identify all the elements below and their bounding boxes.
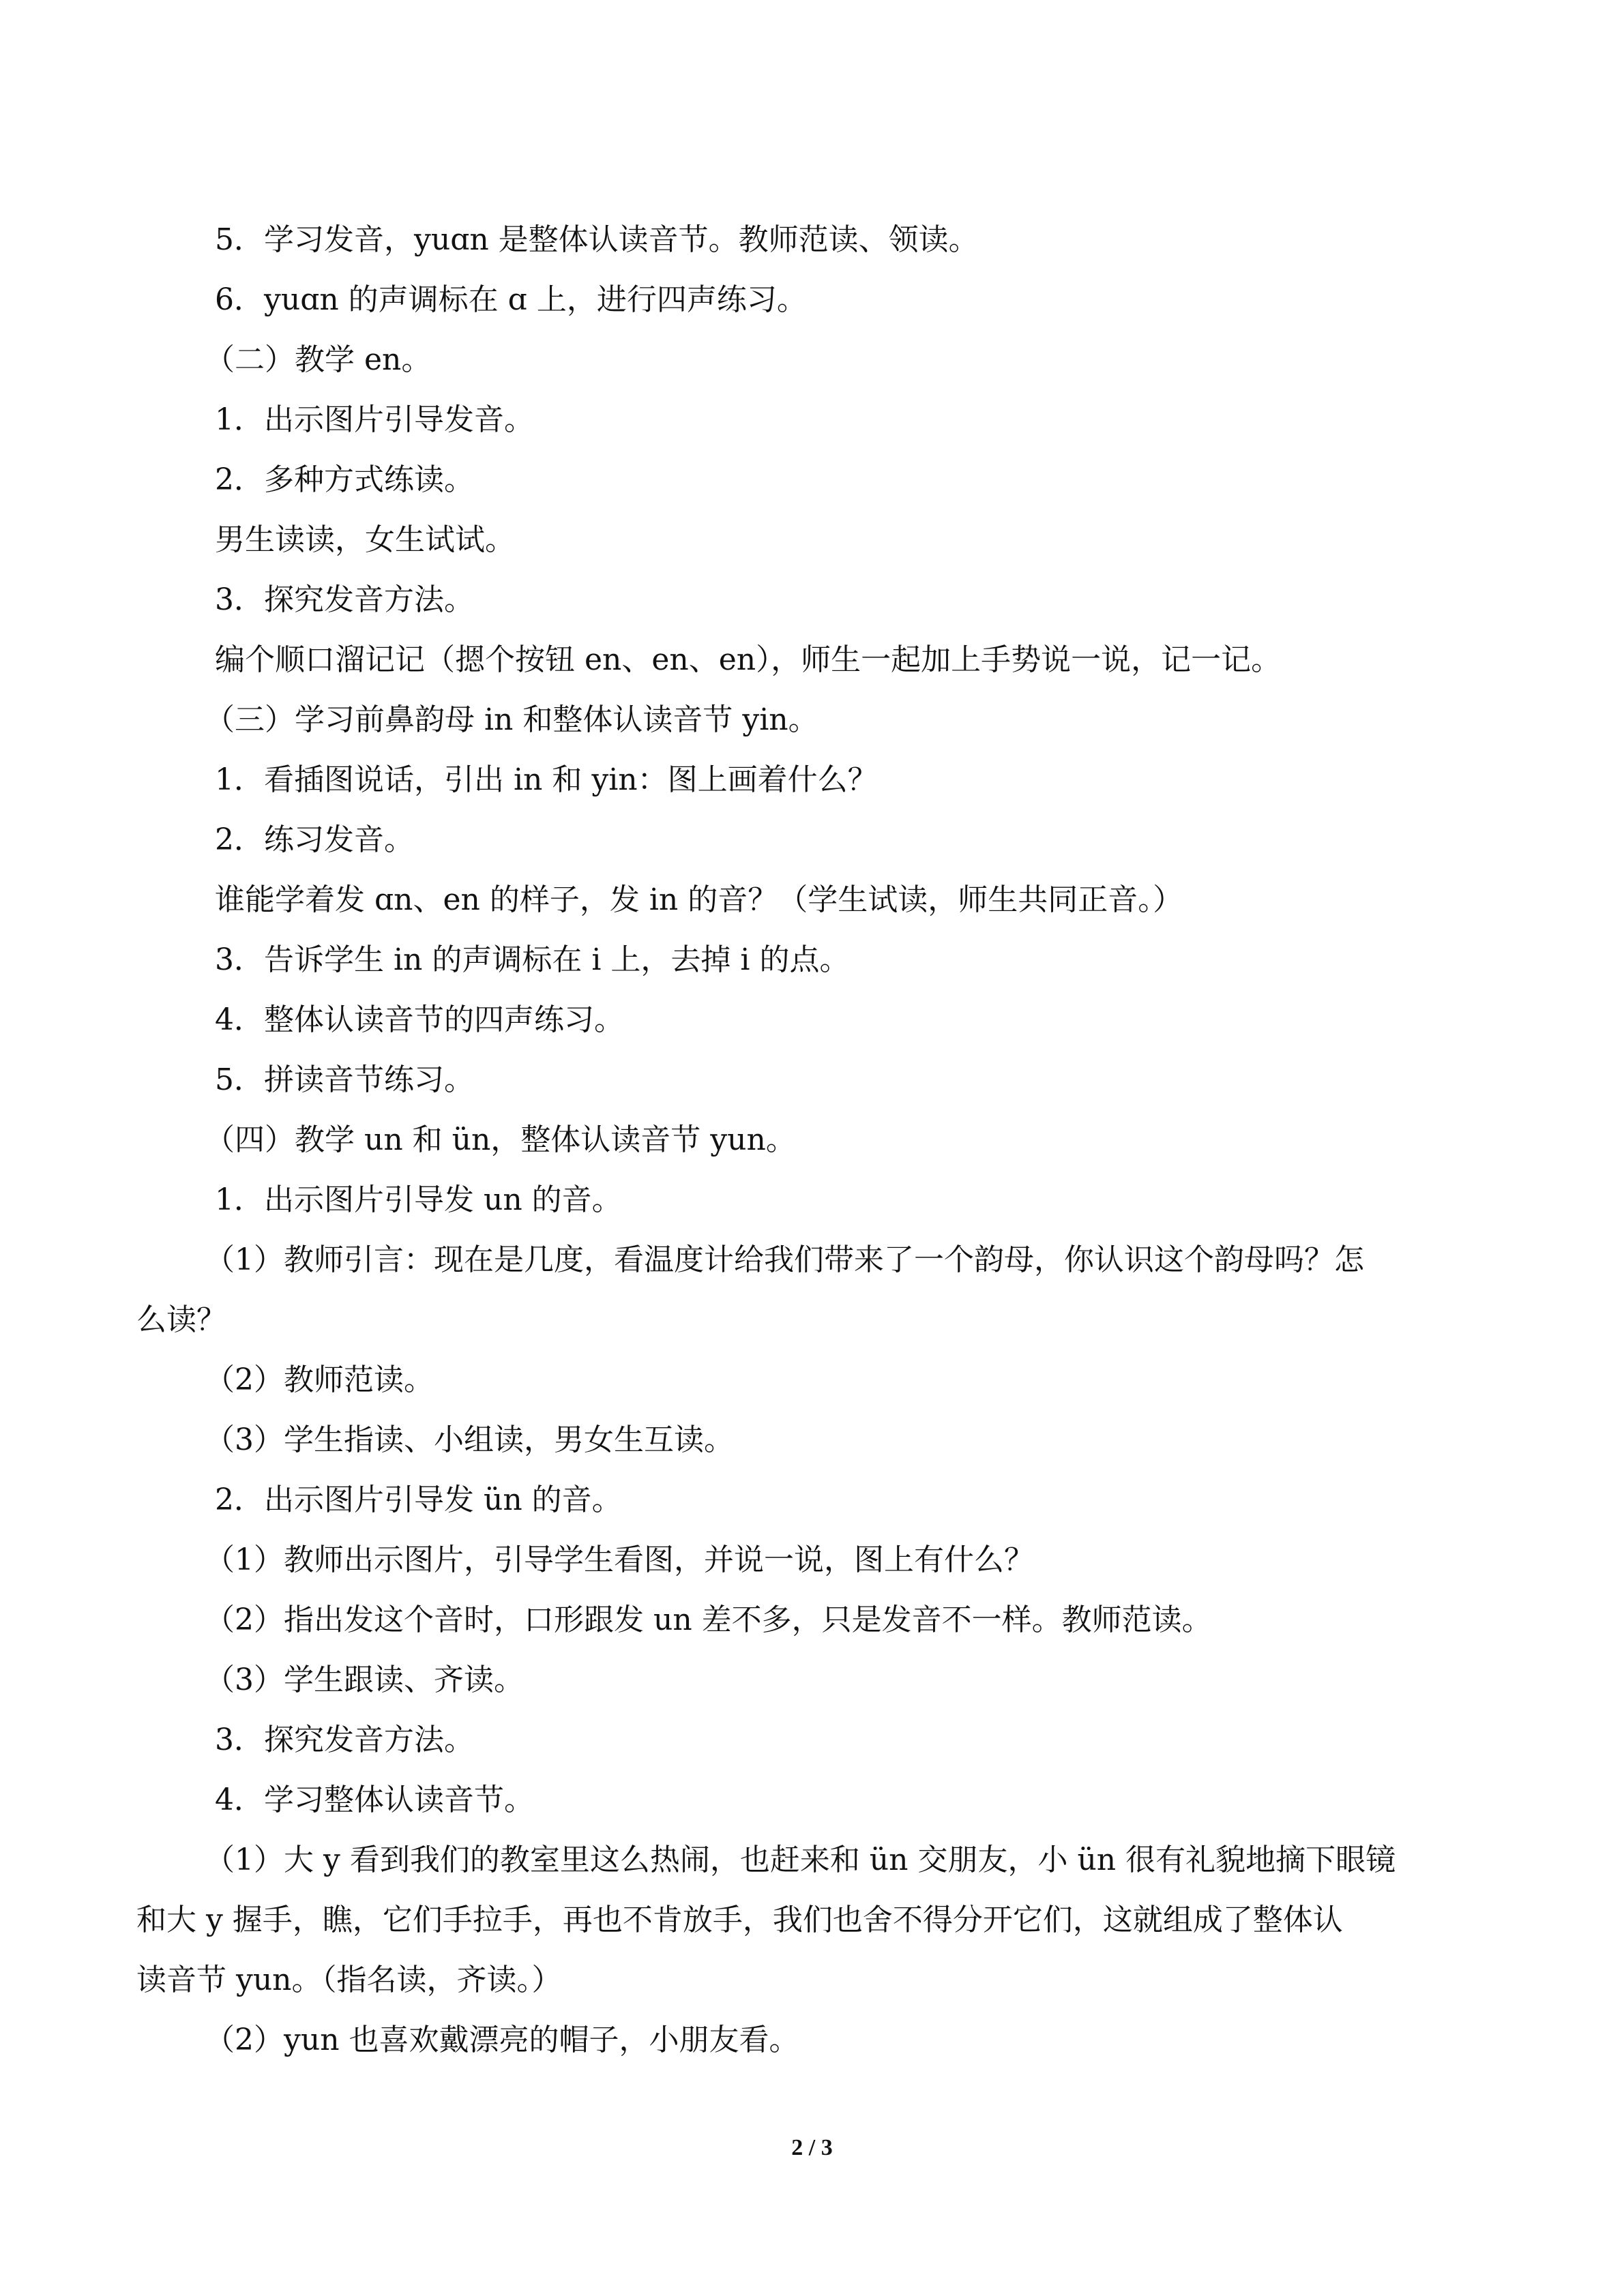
section-heading: （三）学习前鼻韵母 in 和整体认读音节 yin。	[205, 702, 818, 737]
text-line: 6．yuɑn 的声调标在 ɑ 上，进行四声练习。	[215, 282, 807, 317]
text-line: 1．看插图说话，引出 in 和 yin：图上画着什么？	[215, 762, 878, 797]
text-line: （2）教师范读。	[205, 1362, 434, 1397]
text-line: 5．拼读音节练习。	[215, 1062, 474, 1097]
text-line: （1）教师引言：现在是几度，看温度计给我们带来了一个韵母，你认识这个韵母吗？怎	[205, 1242, 1364, 1277]
text-line: 3．探究发音方法。	[215, 1723, 474, 1757]
section-heading: （二）教学 en。	[205, 342, 432, 377]
text-line: 1．出示图片引导发 un 的音。	[215, 1182, 622, 1217]
text-line: 2．多种方式练读。	[215, 462, 474, 497]
text-line: 和大 y 握手，瞧，它们手拉手，再也不肯放手，我们也舍不得分开它们，这就组成了整体认	[136, 1903, 1343, 1937]
text-line: 1．出示图片引导发音。	[215, 402, 534, 437]
text-line: 4．整体认读音节的四声练习。	[215, 1002, 624, 1037]
document-body	[136, 210, 1494, 2070]
text-line: 2．练习发音。	[215, 822, 414, 857]
text-line: （1）教师出示图片，引导学生看图，并说一说，图上有什么？	[205, 1542, 1034, 1577]
text-line: 读音节 yun。（指名读，齐读。）	[136, 1963, 562, 1997]
text-line: （3）学生跟读、齐读。	[205, 1663, 524, 1697]
text-line: 编个顺口溜记记（摁个按钮 en、en、en），师生一起加上手势说一说，记一记。	[215, 642, 1282, 677]
text-line: 5．学习发音，yuɑn 是整体认读音节。教师范读、领读。	[215, 222, 979, 257]
text-line: 3．探究发音方法。	[215, 582, 474, 617]
text-line: （1）大 y 看到我们的教室里这么热闹，也赶来和 ün 交朋友，小 ün 很有礼貌地摘下眼镜	[205, 1843, 1396, 1877]
text-line: 谁能学着发 ɑn、en 的样子，发 in 的音？（学生试读，师生共同正音。）	[215, 882, 1183, 917]
text-line: 4．学习整体认读音节。	[215, 1783, 534, 1817]
page-number: 2 / 3	[791, 2135, 833, 2160]
text-line: （2）指出发这个音时，口形跟发 un 差不多，只是发音不一样。教师范读。	[205, 1602, 1212, 1637]
text-line: （2）yun 也喜欢戴漂亮的帽子，小朋友看。	[205, 2023, 799, 2057]
text-line: 2．出示图片引导发 ün 的音。	[215, 1482, 622, 1517]
text-line: 么读？	[136, 1302, 226, 1337]
text-line: （3）学生指读、小组读，男女生互读。	[205, 1422, 734, 1457]
section-heading: （四）教学 un 和 ün，整体认读音节 yun。	[205, 1122, 796, 1157]
text-line: 男生读读，女生试试。	[215, 522, 515, 557]
text-line: 3．告诉学生 in 的声调标在 i 上，去掉 i 的点。	[215, 942, 850, 977]
